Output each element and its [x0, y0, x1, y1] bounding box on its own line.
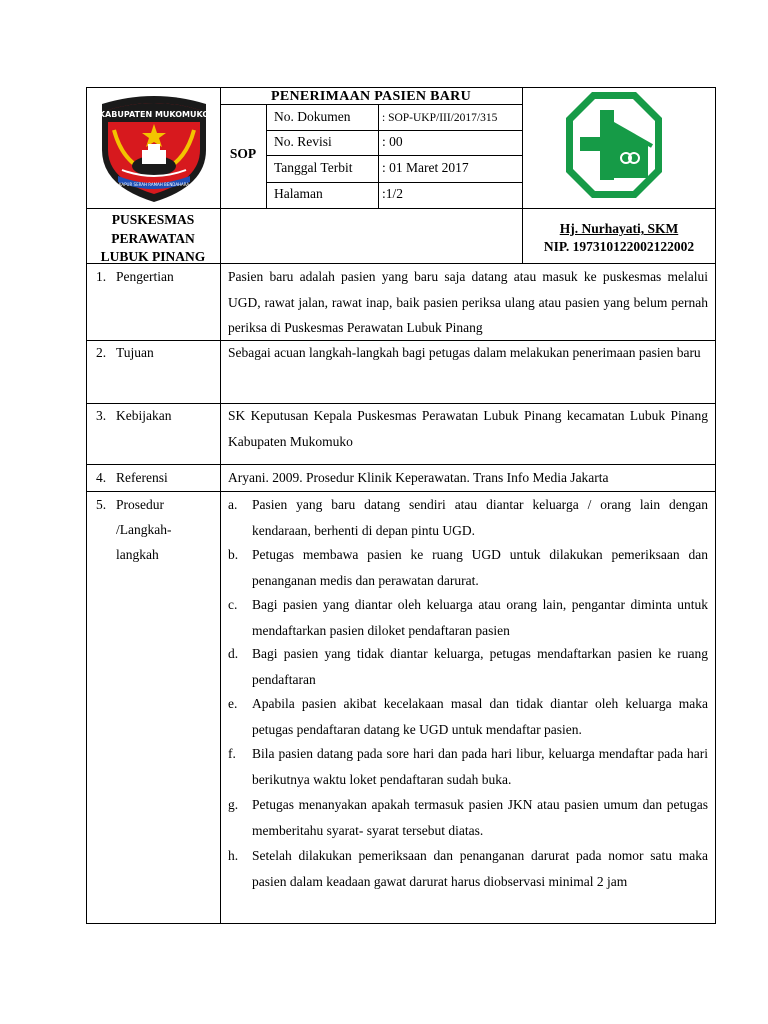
list-item — [228, 792, 708, 843]
org-name-line: PERAWATAN — [111, 230, 195, 246]
prosedur-label-line: langkah — [116, 547, 159, 562]
signer-nip: NIP. 197310122002122002 — [543, 239, 695, 254]
section-number: 2. — [96, 345, 107, 360]
list-item — [228, 843, 708, 920]
meta-value-no-dokumen: : SOP-UKP/III/2017/315 — [382, 112, 498, 124]
section-number: 5. — [96, 497, 107, 512]
list-marker: f. — [228, 746, 236, 761]
list-marker: c. — [228, 597, 238, 612]
list-item — [228, 641, 708, 692]
section-text-referensi: Aryani. 2009. Prosedur Klinik Keperawatan. Trans Info Media Jakarta — [228, 470, 609, 485]
list-marker: a. — [228, 497, 238, 512]
column-divider — [220, 87, 221, 924]
table-border-right — [715, 87, 716, 924]
list-item — [228, 542, 708, 593]
list-item-text: Bagi pasien yang diantar oleh keluarga atau orang lain, pengantar diminta untuk mendaftarkan pasien diloket pendaftaran pasien — [252, 597, 708, 638]
list-item-text: Bagi pasien yang tidak diantar keluarga, petugas mendaftarkan pasien ke ruang pendaftaran — [252, 646, 708, 687]
list-item-text: Setelah dilakukan pemeriksaan dan penanganan darurat pada nomor satu maka pasien dalam keadaan gawat darurat harus diobservasi minimal 2 jam — [252, 848, 708, 889]
table-border-bottom — [86, 923, 716, 924]
signer-name: Hj. Nurhayati, SKM — [559, 221, 679, 236]
meta-value-no-revisi: : 00 — [382, 134, 403, 149]
kabupaten-mukomuko-logo — [92, 90, 216, 205]
svg-text:KAPUR SERAH RAMAH BENDAHARA: KAPUR SERAH RAMAH BENDAHARA — [118, 182, 190, 187]
list-marker: g. — [228, 797, 239, 812]
meta-value-tanggal-terbit: : 01 Maret 2017 — [382, 160, 469, 175]
meta-row-line — [266, 130, 522, 131]
meta-row-line — [266, 155, 522, 156]
list-item-text: Bila pasien datang pada sore hari dan pada hari libur, keluarga mendaftar pada hari berikutnya waktu loket pendaftaran sudah buka. — [252, 746, 708, 787]
sop-label: SOP — [229, 146, 257, 161]
list-marker: h. — [228, 848, 239, 863]
sop-divider — [266, 104, 267, 208]
section-text-kebijakan: SK Keputusan Kepala Puskesmas Perawatan Lubuk Pinang kecamatan Lubuk Pinang Kabupaten Mukomuko — [228, 408, 708, 449]
meta-label-halaman: Halaman — [274, 186, 323, 201]
section-text-tujuan: Sebagai acuan langkah-langkah bagi petugas dalam melakukan penerimaan pasien baru — [228, 345, 701, 360]
section-label-kebijakan: Kebijakan — [116, 408, 172, 423]
meta-divider — [378, 104, 379, 208]
section-number: 4. — [96, 470, 107, 485]
list-marker: e. — [228, 696, 238, 711]
list-item — [228, 741, 708, 792]
document-title: PENERIMAAN PASIEN BARU — [270, 89, 472, 104]
prosedur-label-line: Prosedur — [116, 497, 164, 512]
list-marker: d. — [228, 646, 239, 661]
org-name-line: LUBUK PINANG — [100, 249, 206, 264]
section-text-pengertian: Pasien baru adalah pasien yang baru saja datang atau masuk ke puskesmas melalui UGD, rawat jalan, rawat inap, baik pasien periksa ulang atau pasien yang belum pernah periksa di Puskesmas Perawatan Lubuk Pinang — [228, 269, 708, 335]
section-number: 1. — [96, 269, 107, 284]
header-row-line — [86, 208, 716, 209]
list-item-text: Apabila pasien akibat kecelakaan masal dan tidak diantar oleh keluarga maka petugas pendaftaran datang ke UGD untuk mendaftar pasien. — [252, 696, 708, 737]
meta-label-no-revisi: No. Revisi — [274, 134, 332, 149]
puskesmas-logo — [564, 90, 664, 205]
list-marker: b. — [228, 547, 239, 562]
section-label-tujuan: Tujuan — [116, 345, 154, 360]
meta-label-tanggal-terbit: Tanggal Terbit — [274, 160, 353, 175]
meta-row-line — [266, 182, 522, 183]
list-item — [228, 592, 708, 643]
meta-value-halaman: :1/2 — [382, 186, 404, 201]
list-item-text: Pasien yang baru datang sendiri atau diantar keluarga / orang lain dengan kendaraan, berhenti di depan pintu UGD. — [252, 497, 708, 538]
meta-label-no-dokumen: No. Dokumen — [274, 109, 351, 124]
list-item-text: Petugas menanyakan apakah termasuk pasien JKN atau pasien umum dan petugas memberitahu syarat- syarat tersebut diatas. — [252, 797, 708, 838]
org-name-line: PUSKESMAS — [111, 212, 195, 227]
list-item — [228, 492, 708, 543]
section-number: 3. — [96, 408, 107, 423]
section-label-referensi: Referensi — [116, 470, 168, 485]
list-item-text: Petugas membawa pasien ke ruang UGD untuk dilakukan pemeriksaan dan penanganan medis dan perawatan darurat. — [252, 547, 708, 588]
list-item — [228, 691, 708, 742]
svg-text:KABUPATEN MUKOMUKO: KABUPATEN MUKOMUKO — [98, 110, 210, 119]
section-label-pengertian: Pengertian — [116, 269, 174, 284]
prosedur-label-line: /Langkah- — [116, 522, 172, 537]
